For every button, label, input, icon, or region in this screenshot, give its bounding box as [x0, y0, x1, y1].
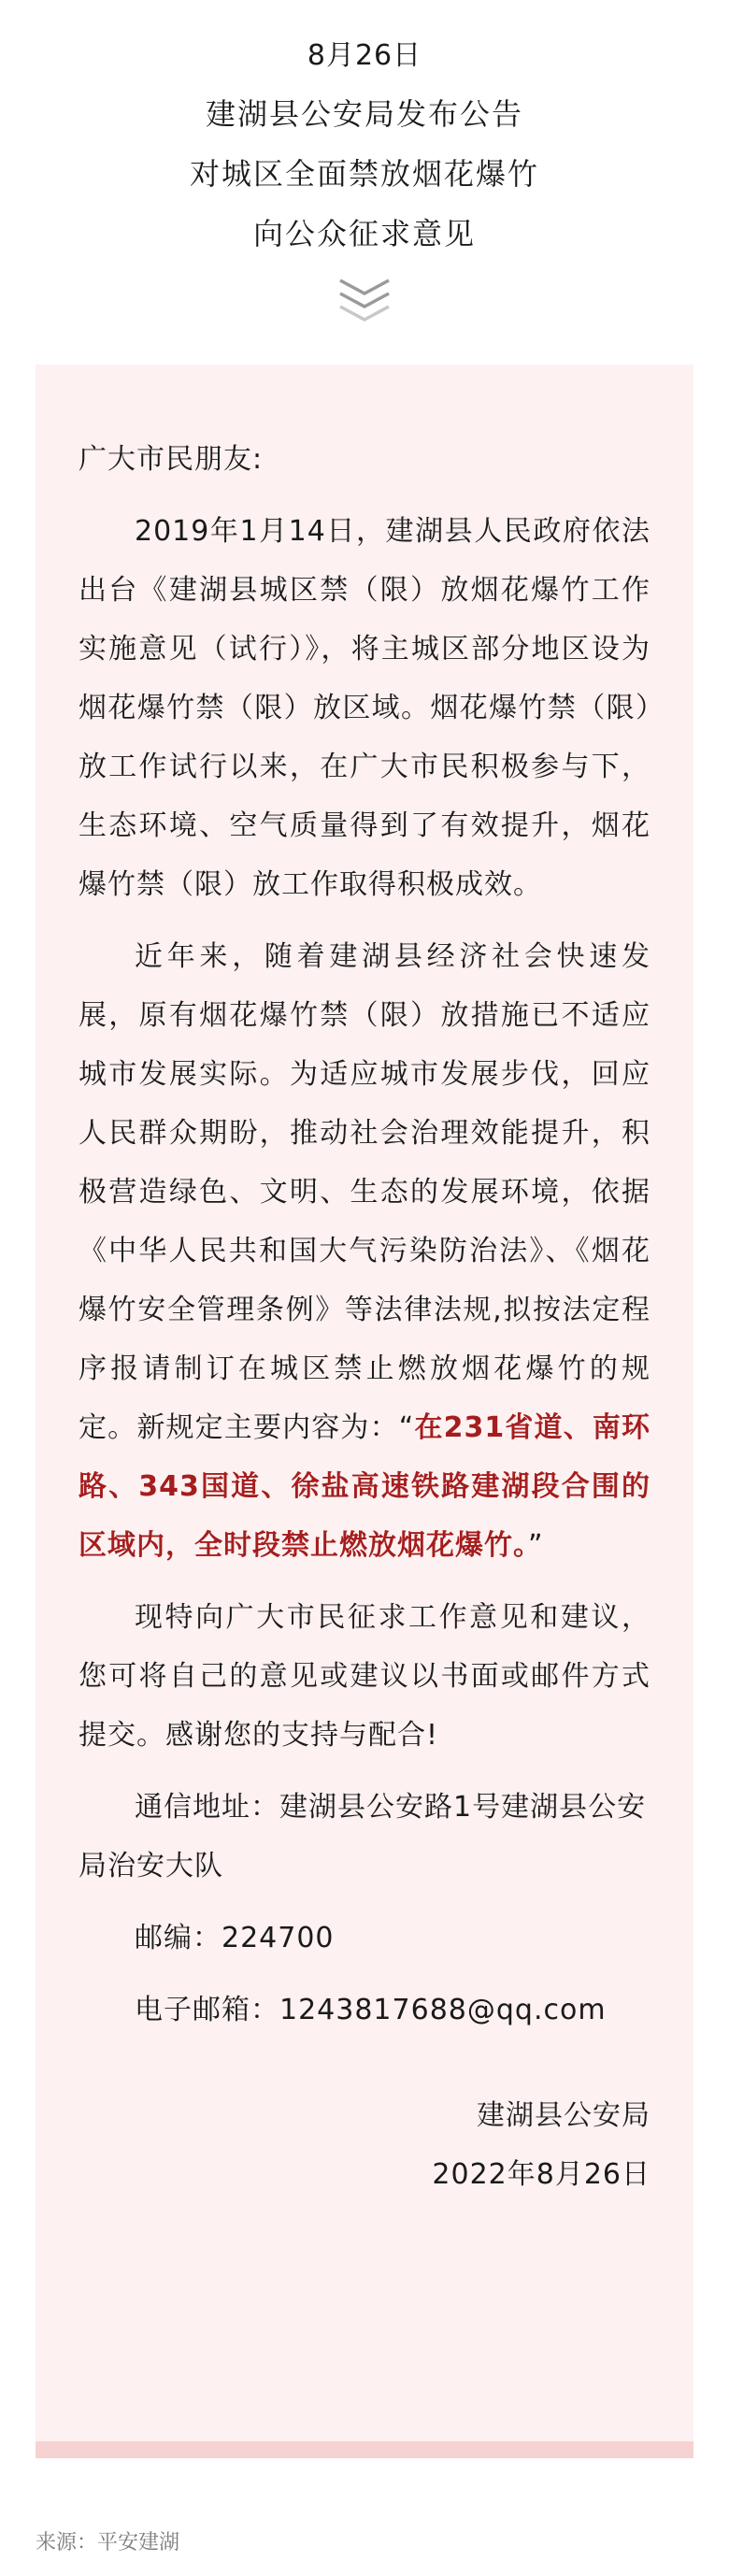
contact-email[interactable]: 电子邮箱：1243817688@qq.com [135, 1994, 607, 2026]
regulation-end-quote: ” [528, 1529, 544, 1562]
paragraph-background: 2019年1月14日，建湖县人民政府依法出台《建湖县城区禁（限）放烟花爆竹工作实施意见（试行）》，将主城区部分地区设为烟花爆竹禁（限）放区域。烟花爆竹禁（限）放工作试行以来，在广大市民积极参与下，生态环境、空气质量得到了有效提升，烟花爆竹禁（限）放工作取得积极成效。 [79, 515, 650, 901]
source-credit: 来源：平安建湖 [36, 2531, 180, 2555]
chevron-down-icon [336, 273, 393, 329]
contact-postcode: 邮编：224700 [135, 1922, 335, 1954]
headline-line-2: 对城区全面禁放烟花爆竹 [189, 156, 539, 192]
notice-card [36, 365, 693, 2449]
signature-org: 建湖县公安局 [477, 2099, 650, 2132]
header [0, 28, 729, 264]
headline-line-3: 向公众征求意见 [252, 216, 476, 251]
card-bottom-bar [36, 2441, 693, 2458]
header-date: 8月26日 [307, 39, 422, 72]
signature-date: 2022年8月26日 [432, 2158, 650, 2191]
headline-line-1: 建湖县公安局发布公告 [205, 96, 523, 132]
signature-block [79, 2086, 650, 2204]
regulation-text: 近年来，随着建湖县经济社会快速发展，原有烟花爆竹禁（限）放措施已不适应城市发展实际。为适应城市发展步伐，回应人民群众期盼，推动社会治理效能提升，积极营造绿色、文明、生态的发展环境，依据《中华人民共和国大气污染防治法》、《烟花爆竹安全管理条例》等法律法规,拟按法定程序报请制订在城区禁止燃放烟花爆竹的规定。新规定主要内容为：“ [79, 940, 650, 1444]
greeting: 广大市民朋友: [79, 443, 264, 476]
regulation-highlight: 在231省道、南环路、343国道、徐盐高速铁路建湖段合围的区域内，全时段禁止燃放烟花爆竹。 [79, 1411, 651, 1562]
notice-body [79, 430, 650, 2204]
paragraph-request-feedback: 现特向广大市民征求工作意见和建议，您可将自己的意见或建议以书面或邮件方式提交。感谢您的支持与配合! [79, 1601, 650, 1752]
contact-address: 通信地址：建湖县公安路1号建湖县公安局治安大队 [79, 1791, 647, 1882]
paragraph-new-regulation [79, 927, 650, 1575]
